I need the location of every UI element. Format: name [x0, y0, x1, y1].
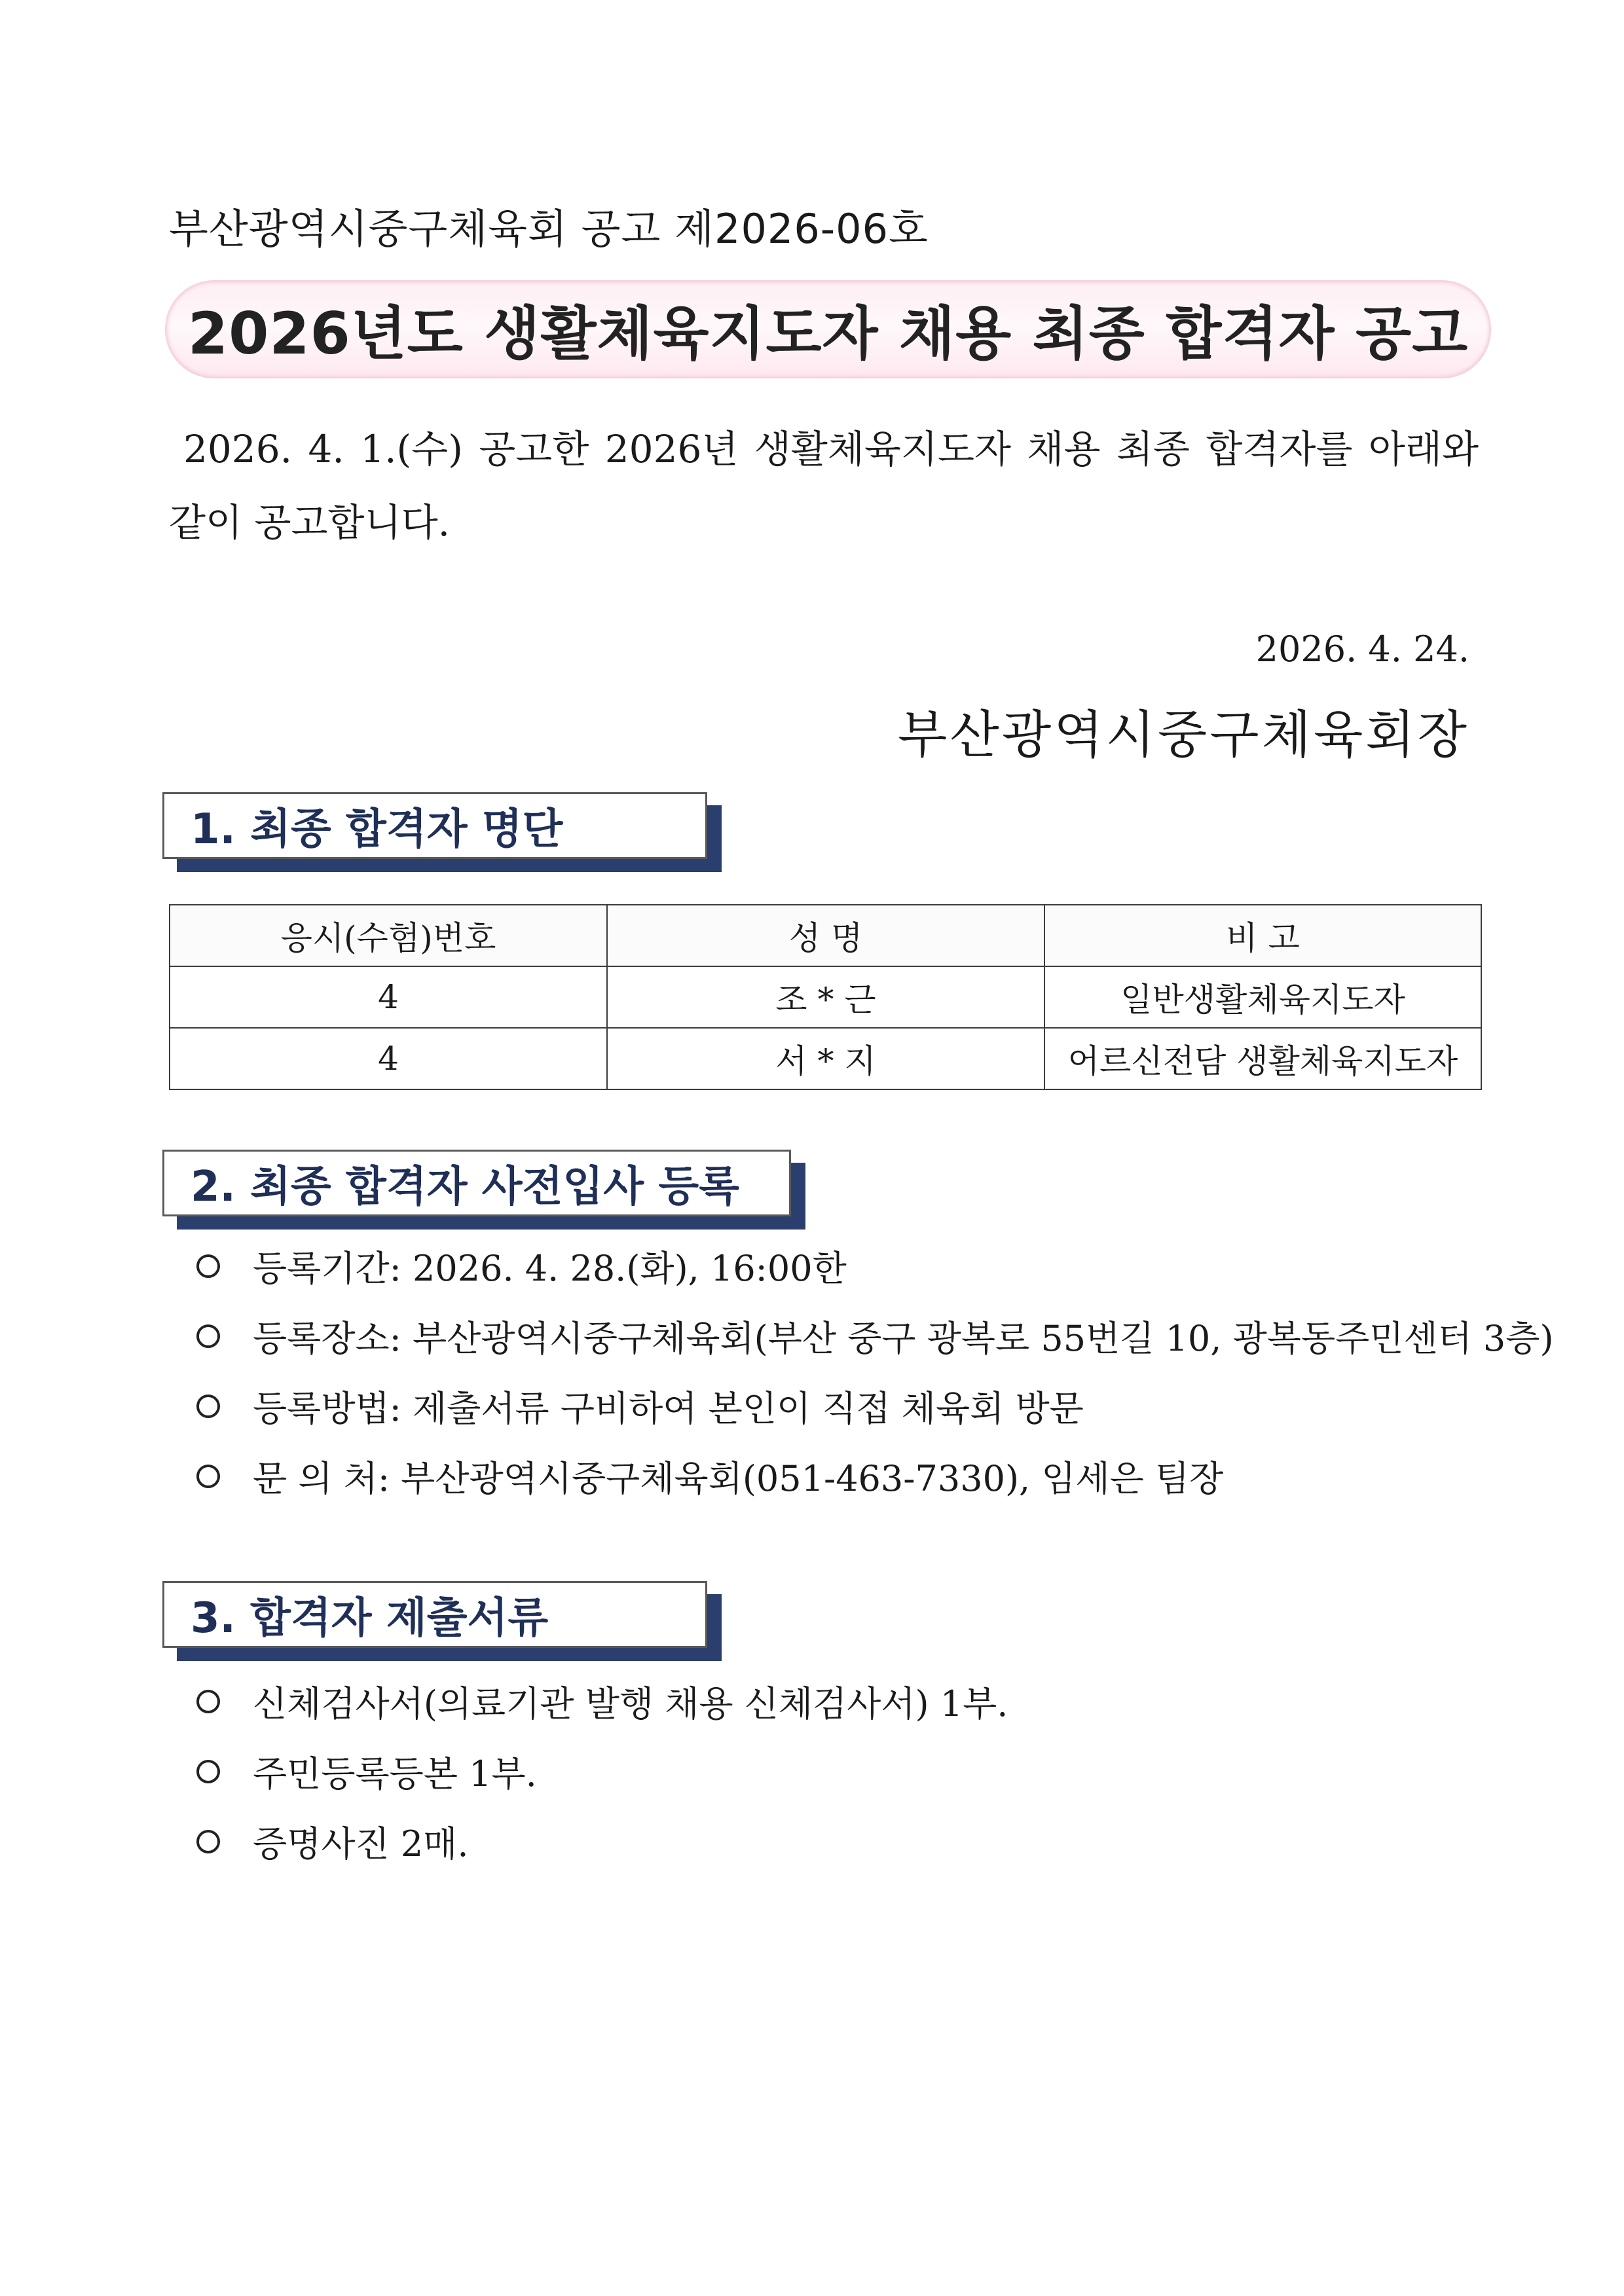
list-item-text: 증명사진 2매. — [253, 1823, 469, 1865]
list-item — [196, 1301, 1554, 1371]
table-cell: 조 * 근 — [607, 966, 1044, 1028]
list-item-text: 등록장소: 부산광역시중구체육회(부산 중구 광복로 55번길 10, 광복동주민센터 3층) — [253, 1318, 1554, 1359]
section-3-heading-text: 3. 합격자 제출서류 — [191, 1594, 549, 1643]
list-item-text: 등록기간: 2026. 4. 28.(화), 16:00한 — [253, 1248, 847, 1289]
table-cell: 일반생활체육지도자 — [1044, 966, 1481, 1028]
notice-number: 부산광역시중구체육회 공고 제2026-06호 — [169, 205, 929, 253]
document-title: 2026년도 생활체육지도자 채용 최종 합격자 공고 — [187, 300, 1469, 367]
circle-bullet-icon — [196, 1465, 220, 1488]
table-cell: 4 — [170, 1028, 607, 1089]
section-2-heading — [162, 1150, 791, 1216]
circle-bullet-icon — [196, 1830, 220, 1853]
announcement-date: 2026. 4. 24. — [1255, 629, 1469, 670]
list-item — [196, 1736, 1008, 1806]
circle-bullet-icon — [196, 1690, 220, 1713]
table-cell: 서 * 지 — [607, 1028, 1044, 1089]
list-item-text: 신체검사서(의료기관 발행 채용 신체검사서) 1부. — [253, 1683, 1008, 1724]
section-1-heading — [162, 792, 707, 859]
list-item — [196, 1806, 1008, 1876]
list-item — [196, 1231, 1554, 1301]
list-item-text: 문 의 처: 부산광역시중구체육회(051-463-7330), 임세은 팀장 — [253, 1458, 1224, 1499]
section-2-heading-text: 2. 최종 합격자 사전입사 등록 — [191, 1163, 740, 1211]
title-banner — [165, 280, 1491, 378]
list-item — [196, 1666, 1008, 1736]
section-3-heading — [162, 1581, 707, 1648]
table-row — [170, 966, 1481, 1028]
section-1-heading-text: 1. 최종 합격자 명단 — [191, 805, 563, 854]
circle-bullet-icon — [196, 1760, 220, 1783]
column-header: 응시(수험)번호 — [170, 905, 607, 966]
column-header: 성 명 — [607, 905, 1044, 966]
table-header-row — [170, 905, 1481, 966]
list-item-text: 등록방법: 제출서류 구비하여 본인이 직접 체육회 방문 — [253, 1388, 1084, 1429]
circle-bullet-icon — [196, 1394, 220, 1418]
intro-paragraph: 2026. 4. 1.(수) 공고한 2026년 생활체육지도자 채용 최종 합격자를 아래와 같이 공고합니다. — [169, 427, 1479, 545]
final-candidates-table — [169, 904, 1482, 1090]
registration-info-list — [196, 1231, 1554, 1511]
circle-bullet-icon — [196, 1324, 220, 1348]
signer: 부산광역시중구체육회장 — [898, 706, 1469, 765]
table-cell: 어르신전담 생활체육지도자 — [1044, 1028, 1481, 1089]
list-item-text: 주민등록등본 1부. — [253, 1753, 537, 1795]
column-header: 비 고 — [1044, 905, 1481, 966]
table-cell: 4 — [170, 966, 607, 1028]
circle-bullet-icon — [196, 1254, 220, 1278]
required-documents-list — [196, 1666, 1008, 1876]
list-item — [196, 1371, 1554, 1441]
table-row — [170, 1028, 1481, 1089]
list-item — [196, 1441, 1554, 1511]
